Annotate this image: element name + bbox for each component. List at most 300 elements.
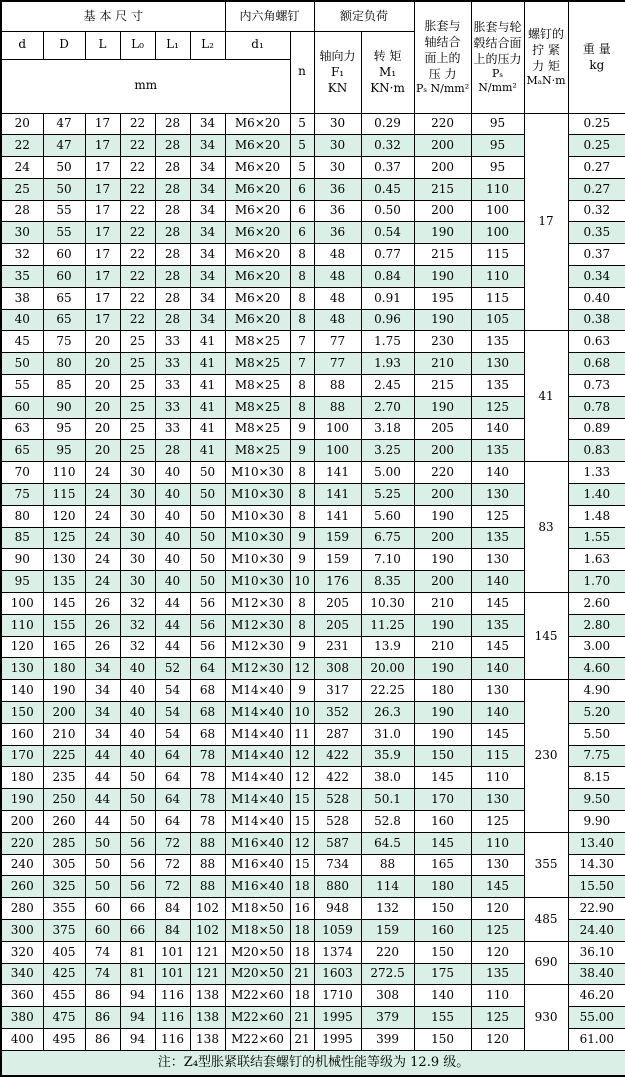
cell-shaft-pressure: 170: [414, 789, 471, 811]
cell-n: 18: [290, 919, 314, 941]
cell-torque: 132: [361, 898, 414, 920]
cell-D: 47: [43, 113, 85, 135]
cell-weight: 0.27: [568, 157, 625, 179]
cell-axial-force: 36: [314, 178, 361, 200]
cell-L2: 68: [190, 680, 225, 702]
cell-hub-pressure: 145: [471, 593, 524, 615]
cell-hub-pressure: 135: [471, 331, 524, 353]
cell-L1: 33: [155, 375, 190, 397]
cell-hub-pressure: 115: [471, 287, 524, 309]
cell-hub-pressure: 145: [471, 636, 524, 658]
cell-shaft-pressure: 175: [414, 963, 471, 985]
cell-L0: 22: [120, 113, 155, 135]
cell-d1: M14×40: [225, 789, 290, 811]
cell-D: 375: [43, 919, 85, 941]
cell-d1: M6×20: [225, 157, 290, 179]
cell-axial-force: 1603: [314, 963, 361, 985]
cell-torque: 1.75: [361, 331, 414, 353]
cell-hub-pressure: 130: [471, 549, 524, 571]
cell-L0: 22: [120, 178, 155, 200]
cell-shaft-pressure: 190: [414, 396, 471, 418]
cell-L0: 25: [120, 418, 155, 440]
cell-d1: M8×25: [225, 396, 290, 418]
cell-L2: 68: [190, 723, 225, 745]
cell-torque: 0.77: [361, 244, 414, 266]
cell-hub-pressure: 125: [471, 505, 524, 527]
cell-L2: 41: [190, 375, 225, 397]
cell-L1: 28: [155, 287, 190, 309]
cell-axial-force: 36: [314, 222, 361, 244]
cell-shaft-pressure: 190: [414, 702, 471, 724]
cell-D: 125: [43, 527, 85, 549]
cell-d1: M8×25: [225, 418, 290, 440]
cell-L: 24: [85, 549, 120, 571]
cell-L2: 102: [190, 919, 225, 941]
cell-shaft-pressure: 160: [414, 919, 471, 941]
cell-d1: M8×25: [225, 375, 290, 397]
cell-shaft-pressure: 150: [414, 941, 471, 963]
cell-D: 60: [43, 244, 85, 266]
cell-axial-force: 948: [314, 898, 361, 920]
cell-axial-force: 317: [314, 680, 361, 702]
cell-L1: 40: [155, 527, 190, 549]
cell-d: 180: [1, 767, 43, 789]
cell-D: 50: [43, 157, 85, 179]
cell-L: 74: [85, 963, 120, 985]
cell-L0: 22: [120, 266, 155, 288]
cell-hub-pressure: 110: [471, 178, 524, 200]
cell-torque: 0.50: [361, 200, 414, 222]
cell-torque: 2.45: [361, 375, 414, 397]
cell-n: 8: [290, 462, 314, 484]
cell-torque: 6.75: [361, 527, 414, 549]
cell-weight: 0.25: [568, 113, 625, 135]
cell-L2: 50: [190, 549, 225, 571]
cell-d1: M14×40: [225, 680, 290, 702]
cell-L1: 28: [155, 178, 190, 200]
cell-d: 63: [1, 418, 43, 440]
cell-d1: M6×20: [225, 178, 290, 200]
cell-L0: 30: [120, 549, 155, 571]
cell-weight: 5.50: [568, 723, 625, 745]
cell-n: 8: [290, 309, 314, 331]
cell-d: 28: [1, 200, 43, 222]
cell-n: 5: [290, 135, 314, 157]
table-row: [1, 593, 625, 615]
cell-hub-pressure: 130: [471, 854, 524, 876]
cell-torque: 13.9: [361, 636, 414, 658]
cell-d: 30: [1, 222, 43, 244]
cell-axial-force: 48: [314, 287, 361, 309]
cell-n: 9: [290, 636, 314, 658]
cell-n: 10: [290, 702, 314, 724]
cell-d: 100: [1, 593, 43, 615]
cell-hub-pressure: 140: [471, 571, 524, 593]
header-tightening-torque: 螺钉的 拧 紧 力 矩 MₐN·m: [524, 1, 568, 113]
header-col-d1: d₁: [225, 31, 290, 59]
cell-n: 8: [290, 244, 314, 266]
cell-weight: 22.90: [568, 898, 625, 920]
cell-L2: 34: [190, 157, 225, 179]
cell-hub-pressure: 125: [471, 811, 524, 833]
cell-L0: 66: [120, 898, 155, 920]
cell-axial-force: 141: [314, 484, 361, 506]
cell-n: 9: [290, 680, 314, 702]
cell-shaft-pressure: 230: [414, 331, 471, 353]
cell-axial-force: 587: [314, 832, 361, 854]
cell-torque: 399: [361, 1028, 414, 1050]
cell-n: 16: [290, 898, 314, 920]
cell-n: 8: [290, 484, 314, 506]
cell-L2: 102: [190, 898, 225, 920]
header-col-L0: L₀: [120, 31, 155, 59]
cell-L: 34: [85, 658, 120, 680]
cell-axial-force: 1374: [314, 941, 361, 963]
cell-n: 21: [290, 1007, 314, 1029]
cell-axial-force: 1995: [314, 1007, 361, 1029]
cell-L0: 25: [120, 375, 155, 397]
cell-D: 47: [43, 135, 85, 157]
cell-d: 110: [1, 614, 43, 636]
cell-weight: 36.10: [568, 941, 625, 963]
cell-L0: 40: [120, 723, 155, 745]
cell-L2: 78: [190, 789, 225, 811]
cell-axial-force: 287: [314, 723, 361, 745]
cell-L0: 32: [120, 636, 155, 658]
header-col-D: D: [43, 31, 85, 59]
cell-n: 15: [290, 811, 314, 833]
cell-axial-force: 528: [314, 811, 361, 833]
cell-L1: 28: [155, 244, 190, 266]
cell-L0: 25: [120, 440, 155, 462]
cell-shaft-pressure: 190: [414, 614, 471, 636]
cell-n: 6: [290, 222, 314, 244]
cell-D: 285: [43, 832, 85, 854]
cell-hub-pressure: 135: [471, 614, 524, 636]
cell-weight: 1.40: [568, 484, 625, 506]
cell-L: 20: [85, 331, 120, 353]
cell-L: 34: [85, 723, 120, 745]
cell-n: 21: [290, 963, 314, 985]
cell-d1: M16×40: [225, 854, 290, 876]
cell-shaft-pressure: 200: [414, 527, 471, 549]
cell-L0: 22: [120, 200, 155, 222]
cell-D: 405: [43, 941, 85, 963]
cell-L: 24: [85, 571, 120, 593]
cell-d1: M6×20: [225, 200, 290, 222]
cell-torque: 0.54: [361, 222, 414, 244]
cell-torque: 52.8: [361, 811, 414, 833]
cell-L: 20: [85, 396, 120, 418]
header-col-L1: L₁: [155, 31, 190, 59]
cell-L: 17: [85, 222, 120, 244]
cell-axial-force: 48: [314, 309, 361, 331]
cell-L1: 84: [155, 919, 190, 941]
cell-weight: 0.25: [568, 135, 625, 157]
cell-D: 425: [43, 963, 85, 985]
cell-D: 225: [43, 745, 85, 767]
cell-axial-force: 1059: [314, 919, 361, 941]
cell-D: 355: [43, 898, 85, 920]
cell-d: 240: [1, 854, 43, 876]
cell-L1: 54: [155, 702, 190, 724]
cell-L0: 94: [120, 1028, 155, 1050]
cell-L1: 72: [155, 876, 190, 898]
cell-axial-force: 141: [314, 505, 361, 527]
cell-L1: 54: [155, 723, 190, 745]
cell-L0: 30: [120, 505, 155, 527]
cell-weight: 2.80: [568, 614, 625, 636]
cell-d: 24: [1, 157, 43, 179]
cell-screw-tightening-torque: 485: [524, 898, 568, 942]
cell-L1: 52: [155, 658, 190, 680]
cell-torque: 0.37: [361, 157, 414, 179]
cell-L1: 116: [155, 985, 190, 1007]
cell-torque: 7.10: [361, 549, 414, 571]
cell-d1: M6×20: [225, 244, 290, 266]
cell-L0: 50: [120, 811, 155, 833]
cell-L2: 50: [190, 484, 225, 506]
cell-shaft-pressure: 150: [414, 745, 471, 767]
cell-n: 11: [290, 723, 314, 745]
cell-L: 60: [85, 898, 120, 920]
cell-hub-pressure: 115: [471, 745, 524, 767]
cell-shaft-pressure: 220: [414, 113, 471, 135]
cell-screw-tightening-torque: 690: [524, 941, 568, 985]
cell-L0: 30: [120, 484, 155, 506]
cell-D: 95: [43, 440, 85, 462]
cell-D: 165: [43, 636, 85, 658]
cell-axial-force: 880: [314, 876, 361, 898]
cell-L2: 34: [190, 244, 225, 266]
table-row: [1, 462, 625, 484]
cell-hub-pressure: 130: [471, 789, 524, 811]
cell-d: 50: [1, 353, 43, 375]
cell-shaft-pressure: 190: [414, 266, 471, 288]
cell-weight: 5.20: [568, 702, 625, 724]
cell-torque: 38.0: [361, 767, 414, 789]
cell-d: 400: [1, 1028, 43, 1050]
cell-d1: M6×20: [225, 266, 290, 288]
cell-shaft-pressure: 200: [414, 200, 471, 222]
cell-D: 260: [43, 811, 85, 833]
cell-L2: 121: [190, 963, 225, 985]
cell-n: 12: [290, 745, 314, 767]
cell-D: 110: [43, 462, 85, 484]
cell-L1: 116: [155, 1007, 190, 1029]
header-basic-dimensions: 基 本 尺 寸: [1, 1, 225, 31]
cell-L: 44: [85, 767, 120, 789]
cell-D: 180: [43, 658, 85, 680]
cell-weight: 0.38: [568, 309, 625, 331]
cell-screw-tightening-torque: 17: [524, 113, 568, 331]
cell-L: 74: [85, 941, 120, 963]
cell-d1: M12×30: [225, 593, 290, 615]
cell-L1: 40: [155, 484, 190, 506]
cell-d: 380: [1, 1007, 43, 1029]
cell-d: 95: [1, 571, 43, 593]
cell-L1: 72: [155, 854, 190, 876]
cell-L: 24: [85, 462, 120, 484]
cell-n: 8: [290, 614, 314, 636]
cell-L2: 34: [190, 200, 225, 222]
cell-L2: 34: [190, 266, 225, 288]
table-row: [1, 898, 625, 920]
cell-torque: 1.93: [361, 353, 414, 375]
cell-D: 80: [43, 353, 85, 375]
cell-d1: M10×30: [225, 505, 290, 527]
cell-n: 15: [290, 854, 314, 876]
cell-axial-force: 100: [314, 418, 361, 440]
cell-weight: 1.48: [568, 505, 625, 527]
cell-weight: 0.32: [568, 200, 625, 222]
cell-weight: 46.20: [568, 985, 625, 1007]
cell-n: 9: [290, 527, 314, 549]
cell-L0: 56: [120, 832, 155, 854]
cell-n: 18: [290, 985, 314, 1007]
cell-L2: 34: [190, 113, 225, 135]
cell-d: 90: [1, 549, 43, 571]
cell-D: 475: [43, 1007, 85, 1029]
cell-L: 86: [85, 1007, 120, 1029]
cell-hub-pressure: 100: [471, 200, 524, 222]
cell-L2: 64: [190, 658, 225, 680]
cell-hub-pressure: 140: [471, 702, 524, 724]
cell-L2: 138: [190, 1028, 225, 1050]
cell-L0: 22: [120, 157, 155, 179]
cell-d1: M8×25: [225, 440, 290, 462]
cell-axial-force: 308: [314, 658, 361, 680]
cell-L0: 66: [120, 919, 155, 941]
cell-d1: M12×30: [225, 658, 290, 680]
cell-D: 325: [43, 876, 85, 898]
cell-L1: 28: [155, 222, 190, 244]
cell-n: 9: [290, 418, 314, 440]
cell-hub-pressure: 130: [471, 484, 524, 506]
cell-D: 75: [43, 331, 85, 353]
cell-torque: 31.0: [361, 723, 414, 745]
cell-D: 120: [43, 505, 85, 527]
cell-L2: 34: [190, 178, 225, 200]
cell-d: 55: [1, 375, 43, 397]
footnote: 注：Z₄型胀紧联结套螺钉的机械性能等级为 12.9 级。: [1, 1050, 625, 1076]
cell-d: 300: [1, 919, 43, 941]
cell-hub-pressure: 95: [471, 157, 524, 179]
cell-d: 22: [1, 135, 43, 157]
cell-shaft-pressure: 200: [414, 157, 471, 179]
cell-L1: 72: [155, 832, 190, 854]
cell-d: 340: [1, 963, 43, 985]
cell-shaft-pressure: 180: [414, 876, 471, 898]
cell-torque: 22.25: [361, 680, 414, 702]
cell-d1: M18×50: [225, 919, 290, 941]
cell-d1: M10×30: [225, 549, 290, 571]
cell-L1: 40: [155, 571, 190, 593]
cell-shaft-pressure: 210: [414, 636, 471, 658]
cell-D: 250: [43, 789, 85, 811]
cell-d1: M14×40: [225, 702, 290, 724]
cell-d: 120: [1, 636, 43, 658]
cell-hub-pressure: 100: [471, 222, 524, 244]
cell-n: 18: [290, 941, 314, 963]
cell-screw-tightening-torque: 83: [524, 462, 568, 593]
cell-hub-pressure: 115: [471, 244, 524, 266]
cell-L0: 40: [120, 745, 155, 767]
cell-shaft-pressure: 190: [414, 658, 471, 680]
cell-shaft-pressure: 145: [414, 767, 471, 789]
cell-L1: 28: [155, 200, 190, 222]
cell-d1: M8×25: [225, 331, 290, 353]
cell-d1: M22×60: [225, 985, 290, 1007]
cell-D: 115: [43, 484, 85, 506]
cell-L: 17: [85, 178, 120, 200]
cell-torque: 0.32: [361, 135, 414, 157]
cell-hub-pressure: 120: [471, 898, 524, 920]
cell-d1: M10×30: [225, 527, 290, 549]
cell-L2: 56: [190, 636, 225, 658]
cell-L1: 33: [155, 418, 190, 440]
header-col-L2: L₂: [190, 31, 225, 59]
table-row: [1, 941, 625, 963]
cell-L1: 40: [155, 462, 190, 484]
cell-L: 26: [85, 614, 120, 636]
cell-L2: 34: [190, 309, 225, 331]
cell-L1: 40: [155, 549, 190, 571]
cell-n: 8: [290, 287, 314, 309]
cell-L0: 56: [120, 876, 155, 898]
cell-d1: M10×30: [225, 484, 290, 506]
cell-L1: 40: [155, 505, 190, 527]
cell-L: 34: [85, 680, 120, 702]
cell-L: 20: [85, 353, 120, 375]
cell-hub-pressure: 135: [471, 527, 524, 549]
cell-L0: 94: [120, 1007, 155, 1029]
cell-weight: 24.40: [568, 919, 625, 941]
cell-d1: M10×30: [225, 571, 290, 593]
cell-axial-force: 231: [314, 636, 361, 658]
cell-torque: 20.00: [361, 658, 414, 680]
cell-weight: 0.83: [568, 440, 625, 462]
cell-torque: 0.96: [361, 309, 414, 331]
cell-hub-pressure: 110: [471, 985, 524, 1007]
cell-axial-force: 141: [314, 462, 361, 484]
cell-hub-pressure: 130: [471, 680, 524, 702]
cell-d1: M6×20: [225, 135, 290, 157]
cell-d1: M6×20: [225, 309, 290, 331]
cell-L: 86: [85, 985, 120, 1007]
cell-axial-force: 88: [314, 396, 361, 418]
cell-n: 6: [290, 200, 314, 222]
cell-d1: M12×30: [225, 614, 290, 636]
cell-L2: 78: [190, 811, 225, 833]
cell-L0: 25: [120, 353, 155, 375]
cell-d1: M20×50: [225, 963, 290, 985]
cell-D: 145: [43, 593, 85, 615]
cell-weight: 15.50: [568, 876, 625, 898]
cell-d1: M22×60: [225, 1028, 290, 1050]
cell-L0: 25: [120, 396, 155, 418]
cell-L1: 28: [155, 113, 190, 135]
cell-d1: M6×20: [225, 113, 290, 135]
cell-d1: M14×40: [225, 723, 290, 745]
cell-hub-pressure: 135: [471, 440, 524, 462]
cell-d: 160: [1, 723, 43, 745]
cell-weight: 38.40: [568, 963, 625, 985]
cell-L1: 101: [155, 963, 190, 985]
cell-n: 12: [290, 658, 314, 680]
cell-torque: 64.5: [361, 832, 414, 854]
cell-L0: 22: [120, 135, 155, 157]
